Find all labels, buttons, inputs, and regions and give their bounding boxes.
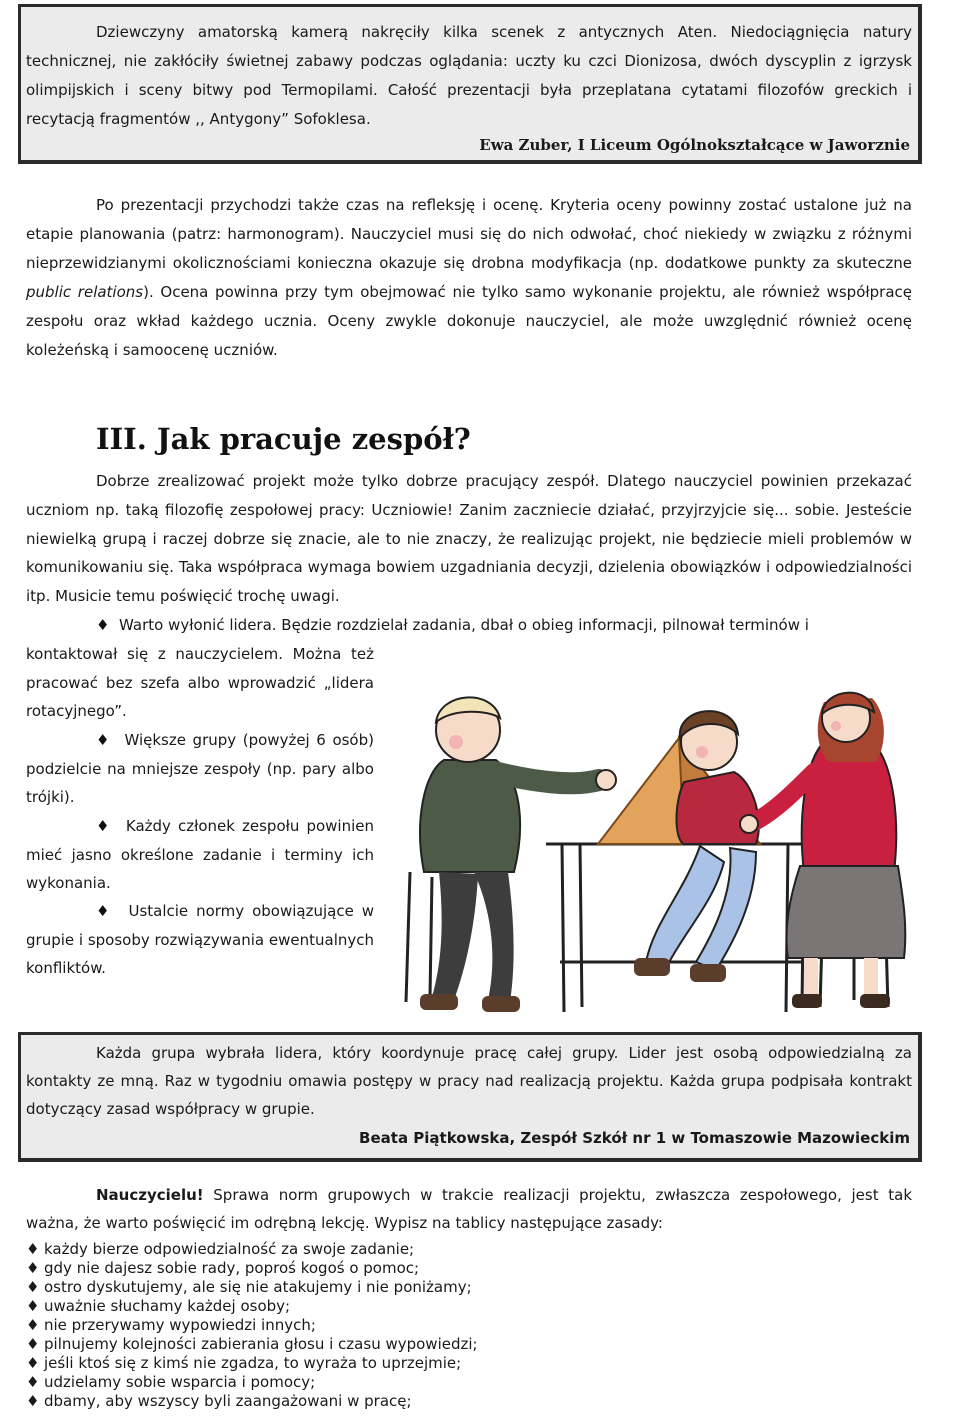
point-2 [26, 726, 374, 812]
bullet-diamond-icon: ♦ [26, 1335, 40, 1353]
bullet-diamond-icon: ♦ [96, 902, 113, 920]
list-item [26, 1259, 478, 1278]
list-item [26, 1373, 478, 1392]
rule-text: każdy bierze odpowiedzialność za swoje zadanie; [44, 1240, 415, 1258]
quote-box-1-text: Dziewczyny amatorską kamerą nakręciły kilka scenek z antycznych Aten. Niedociągnięcia natury technicznej, nie zakłóciły świetnej zabawy podczas oglądania: uczty ku czci Dionizosa, dwóch dyscyplin z igrzysk olimpijskich i sceny bitwy pod Termopilami. Całość prezentacji była przeplatana cytatami filozofów greckich i recytacją fragmentów ,, Antygony” Sofoklesa. [26, 23, 912, 128]
rule-text: pilnujemy kolejności zabierania głosu i czasu wypowiedzi; [44, 1335, 478, 1353]
bullet-diamond-icon: ♦ [96, 817, 112, 835]
rule-text: gdy nie dajesz sobie rady, poproś kogoś o pomoc; [44, 1259, 420, 1277]
evaluation-paragraph [26, 191, 912, 365]
teacher-lead: Nauczycielu! [96, 1186, 204, 1204]
point-1-rest: kontaktował się z nauczycielem. Można też pracować bez szefa albo wprowadzić „lidera rotacyjnego”. [26, 645, 374, 721]
bullet-diamond-icon: ♦ [26, 1354, 40, 1372]
evaluation-text-em: public relations [26, 283, 144, 301]
point-3 [26, 812, 374, 898]
teacher-paragraph [26, 1181, 912, 1237]
section-intro: Dobrze zrealizować projekt może tylko dobrze pracujący zespół. Dlatego nauczyciel powinien przekazać uczniom np. taką filozofię zespołowej pracy: Uczniowie! Zanim zaczniecie działać, przyjrzyjcie się... sobie. Jesteście niewielką grupą i raczej dobrze się znacie, ale to nie znaczy, że realizując projekt, nie będziecie mieli problemów w komunikowaniu się. Taka współpraca wymaga bowiem uzgadniania decyzji, dzielenia obowiązków i odpowiedzialności itp. Musicie temu poświęcić trochę uwagi. [26, 472, 912, 606]
point-4 [26, 897, 374, 983]
rules-list [26, 1240, 478, 1411]
point-2-text: Większe grupy (powyżej 6 osób) podzielcie na mniejsze zespoły (np. pary albo trójki). [26, 731, 374, 807]
quote-box-2-text: Każda grupa wybrała lidera, który koordynuje pracę całej grupy. Lider jest osobą odpowiedzialną za kontakty ze mną. Raz w tygodniu omawia postępy w pracy nad realizacją projektu. Każda grupa podpisała kontrakt dotyczący zasad współpracy w grupie. [26, 1044, 912, 1118]
bullet-diamond-icon: ♦ [26, 1240, 40, 1258]
bullet-diamond-icon: ♦ [26, 1259, 40, 1277]
evaluation-text-a: Po prezentacji przychodzi także czas na refleksję i ocenę. Kryteria oceny powinny zostać ustalone już na etapie planowania (patrz: harmonogram). Nauczyciel musi się do nich odwołać, choć niekiedy w związku z różnymi nieprzewidzianymi okolicznościami konieczna okazuje się drobna modyfikacja (np. dodatkowe punkty za skuteczne [26, 196, 912, 272]
rule-text: dbamy, aby wszyscy byli zaangażowani w pracę; [44, 1392, 412, 1410]
point-1-first-line [26, 611, 912, 640]
bullet-diamond-icon: ♦ [26, 1373, 40, 1391]
bullet-diamond-icon: ♦ [96, 731, 112, 749]
rule-text: nie przerywamy wypowiedzi innych; [44, 1316, 316, 1334]
point-4-text: Ustalcie normy obowiązujące w grupie i sposoby rozwiązywania ewentualnych konfliktów. [26, 902, 374, 978]
bullet-diamond-icon: ♦ [96, 616, 110, 634]
teacher-text: Sprawa norm grupowych w trakcie realizacji projektu, zwłaszcza zespołowego, jest tak ważna, że warto poświęcić im odrębną lekcję. Wypisz na tablicy następujące zasady: [26, 1186, 912, 1232]
list-item [26, 1240, 478, 1259]
rule-text: ostro dyskutujemy, ale się nie atakujemy i nie poniżamy; [44, 1278, 472, 1296]
bullet-diamond-icon: ♦ [26, 1316, 40, 1334]
rule-text: jeśli ktoś się z kimś nie zgadza, to wyraża to uprzejmie; [44, 1354, 462, 1372]
evaluation-text-b: ). Ocena powinna przy tym obejmować nie tylko samo wykonanie projektu, ale również współpracę zespołu oraz wkład każdego ucznia. Oceny zwykle dokonuje nauczyciel, ale może uwzględnić również ocenę koleżeńską i samoocenę uczniów. [26, 283, 912, 359]
bullet-diamond-icon: ♦ [26, 1278, 40, 1296]
left-child-figure [420, 697, 616, 1012]
rule-text: udzielamy sobie wsparcia i pomocy; [44, 1373, 316, 1391]
middle-child-figure [634, 711, 759, 982]
quote-box-2-signature: Beata Piątkowska, Zespół Szkół nr 1 w Tomaszowie Mazowieckim [359, 1129, 910, 1147]
bullet-diamond-icon: ♦ [26, 1392, 40, 1410]
bullet-diamond-icon: ♦ [26, 1297, 40, 1315]
list-item [26, 1316, 478, 1335]
list-item [26, 1392, 478, 1411]
list-item [26, 1335, 478, 1354]
list-item [26, 1354, 478, 1373]
children-pyramid-illustration [384, 662, 924, 1020]
quote-box-1-signature: Ewa Zuber, I Liceum Ogólnokształcące w Jaworznie [479, 136, 910, 154]
list-item [26, 1278, 478, 1297]
point-3-text: Każdy członek zespołu powinien mieć jasno określone zadanie i terminy ich wykonania. [26, 817, 374, 893]
point-1-line1: Warto wyłonić lidera. Będzie rozdzielał zadania, dbał o obieg informacji, pilnował terminów i [119, 616, 809, 634]
rule-text: uważnie słuchamy każdej osoby; [44, 1297, 291, 1315]
list-item [26, 1297, 478, 1316]
section-heading: III. Jak pracuje zespół? [96, 422, 471, 456]
